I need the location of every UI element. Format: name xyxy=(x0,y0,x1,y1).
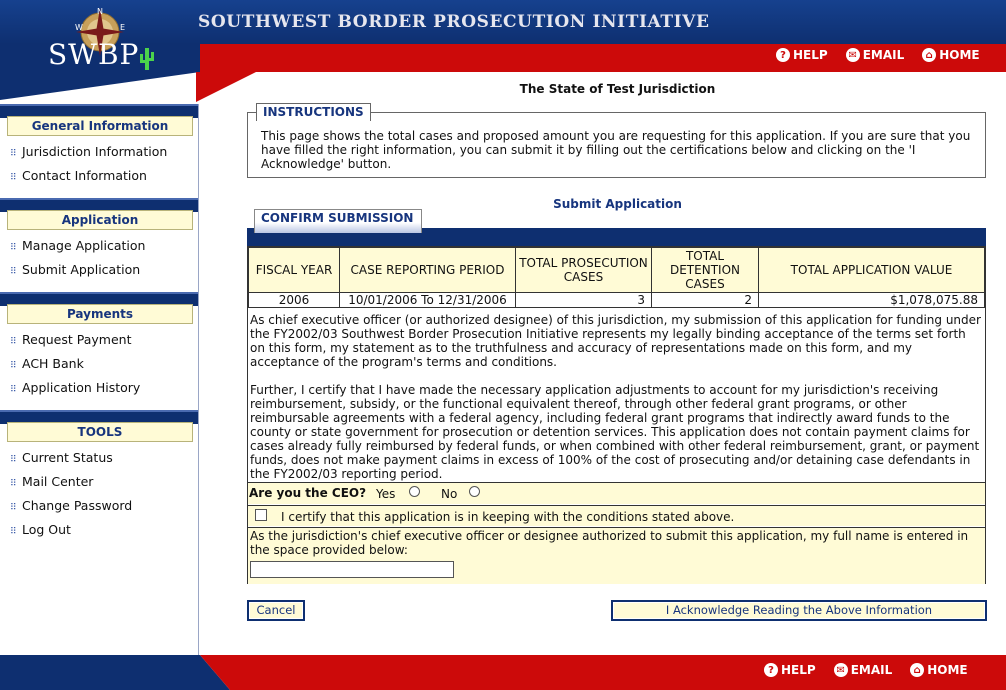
certify-checkbox[interactable] xyxy=(255,509,267,521)
submission-form xyxy=(247,246,986,584)
email-icon: ✉ xyxy=(846,48,860,62)
email-link[interactable] xyxy=(846,48,905,62)
instructions-text: This page shows the total cases and proposed amount you are requesting for this application. If you are sure that you have filled the right information, you can submit it by filling out the certifications below and clicking on the 'I Acknowledge' button. xyxy=(261,129,971,171)
sidebar-item-jurisdiction-information[interactable]: ⠿ Jurisdiction Information xyxy=(0,140,198,164)
home-label: HOME xyxy=(927,663,968,677)
footer-help-link[interactable] xyxy=(764,663,816,677)
bullet-icon: ⠿ xyxy=(10,337,16,347)
logo-text: SWBP xyxy=(48,38,140,71)
bullet-icon: ⠿ xyxy=(10,149,16,159)
certification-paragraph-1: As chief executive officer (or authorized designee) of this jurisdiction, my submission of this application for funding under the FY2002/03 Southwest Border Prosecution Initiative represents my legally binding acceptance of the terms set forth on this form, my statement as to the truthfulness and accuracy of representations made on this form, and my acceptance of the program's terms and conditions. xyxy=(250,313,981,369)
footer-email-link[interactable] xyxy=(834,663,893,677)
sidebar-section-tools xyxy=(0,410,198,542)
footer-home-link[interactable] xyxy=(910,663,967,677)
yes-label: Yes xyxy=(376,487,396,501)
column-header: TOTAL DETENTION CASES xyxy=(652,248,759,293)
column-header: FISCAL YEAR xyxy=(249,248,340,293)
table-cell: 3 xyxy=(516,293,652,308)
footer-left-band xyxy=(0,655,230,690)
certify-row xyxy=(248,506,985,526)
instructions-tab: INSTRUCTIONS xyxy=(256,103,371,121)
certification-paragraph-2: Further, I certify that I have made the necessary application adjustments to account for my jurisdiction's receiving reimbursement, subsidy, or the functional equivalent thereof, through other federal grant programs, or other reimbursable agreements with a federal agency, including federal grant programs that indirectly award funds to the county or state government for prosecution or detention services. This application does not contain payment claims for cases already fully reimbursed by federal funds, or when combined with other federal reimbursement, grant, or payment funds, does not make payment claims in excess of 100% of the cost of prosecuting and/or detaining case defendants in the FY2002/03 reporting period. xyxy=(250,383,980,481)
site-title: SOUTHWEST BORDER PROSECUTION INITIATIVE xyxy=(198,12,710,32)
footer-links xyxy=(764,663,968,677)
sidebar-heading: Payments xyxy=(7,304,193,324)
compass-w: W xyxy=(75,23,83,32)
full-name-input[interactable] xyxy=(250,561,454,578)
email-icon: ✉ xyxy=(834,663,848,677)
ceo-question: Are you the CEO? xyxy=(249,486,367,500)
certification-text xyxy=(250,313,984,481)
sidebar-item-mail-center[interactable]: ⠿ Mail Center xyxy=(0,470,198,494)
confirm-submission-tab: CONFIRM SUBMISSION xyxy=(254,209,422,233)
home-icon: ⌂ xyxy=(922,48,936,62)
full-name-row xyxy=(248,528,985,584)
certify-label: I certify that this application is in keeping with the conditions stated above. xyxy=(281,510,735,524)
email-label: EMAIL xyxy=(850,663,893,677)
acknowledge-button[interactable]: I Acknowledge Reading the Above Information xyxy=(612,601,986,620)
home-link[interactable] xyxy=(922,48,979,62)
table-row xyxy=(249,293,985,308)
sidebar xyxy=(0,104,199,655)
bullet-icon: ⠿ xyxy=(10,243,16,253)
sidebar-heading: Application xyxy=(7,210,193,230)
sidebar-section-application xyxy=(0,198,198,282)
compass-n: N xyxy=(97,7,103,16)
section-title: Submit Application xyxy=(553,197,682,211)
table-cell: $1,078,075.88 xyxy=(759,293,985,308)
sidebar-item-log-out[interactable]: ⠿ Log Out xyxy=(0,518,198,542)
cactus-icon xyxy=(140,48,154,70)
help-link[interactable] xyxy=(776,48,828,62)
sidebar-item-ach-bank[interactable]: ⠿ ACH Bank xyxy=(0,352,198,376)
home-label: HOME xyxy=(939,48,980,62)
sidebar-item-request-payment[interactable]: ⠿ Request Payment xyxy=(0,328,198,352)
compass-e: E xyxy=(120,23,126,32)
help-label: HELP xyxy=(793,48,828,62)
table-cell: 10/01/2006 To 12/31/2006 xyxy=(340,293,516,308)
sidebar-section-general xyxy=(0,104,198,188)
ceo-question-row xyxy=(248,483,985,504)
bullet-icon: ⠿ xyxy=(10,361,16,371)
sidebar-item-application-history[interactable]: ⠿ Application History xyxy=(0,376,198,400)
bullet-icon: ⠿ xyxy=(10,267,16,277)
help-label: HELP xyxy=(781,663,816,677)
home-icon: ⌂ xyxy=(910,663,924,677)
column-header: TOTAL APPLICATION VALUE xyxy=(759,248,985,293)
top-links xyxy=(776,48,980,62)
sidebar-section-payments xyxy=(0,292,198,400)
sidebar-item-contact-information[interactable]: ⠿ Contact Information xyxy=(0,164,198,188)
help-icon: ? xyxy=(776,48,790,62)
bullet-icon: ⠿ xyxy=(10,385,16,395)
table-header-row xyxy=(249,248,985,293)
table-cell: 2 xyxy=(652,293,759,308)
cancel-button[interactable]: Cancel xyxy=(248,601,304,620)
application-table xyxy=(248,247,985,308)
full-name-prompt: As the jurisdiction's chief executive officer or designee authorized to submit this application, my full name is entered in the space provided below: xyxy=(250,529,969,557)
bullet-icon: ⠿ xyxy=(10,173,16,183)
ceo-yes-radio[interactable] xyxy=(409,486,420,497)
column-header: TOTAL PROSECUTION CASES xyxy=(516,248,652,293)
sidebar-heading: TOOLS xyxy=(7,422,193,442)
column-header: CASE REPORTING PERIOD xyxy=(340,248,516,293)
sidebar-item-change-password[interactable]: ⠿ Change Password xyxy=(0,494,198,518)
bullet-icon: ⠿ xyxy=(10,479,16,489)
page-title: The State of Test Jurisdiction xyxy=(519,82,716,96)
email-label: EMAIL xyxy=(862,48,905,62)
sidebar-item-current-status[interactable]: ⠿ Current Status xyxy=(0,446,198,470)
sidebar-item-submit-application[interactable]: ⠿ Submit Application xyxy=(0,258,198,282)
sidebar-item-manage-application[interactable]: ⠿ Manage Application xyxy=(0,234,198,258)
bullet-icon: ⠿ xyxy=(10,455,16,465)
bullet-icon: ⠿ xyxy=(10,527,16,537)
no-label: No xyxy=(441,487,458,501)
sidebar-heading: General Information xyxy=(7,116,193,136)
bullet-icon: ⠿ xyxy=(10,503,16,513)
header-wedge xyxy=(196,72,256,102)
table-cell: 2006 xyxy=(249,293,340,308)
ceo-no-radio[interactable] xyxy=(469,486,480,497)
help-icon: ? xyxy=(764,663,778,677)
